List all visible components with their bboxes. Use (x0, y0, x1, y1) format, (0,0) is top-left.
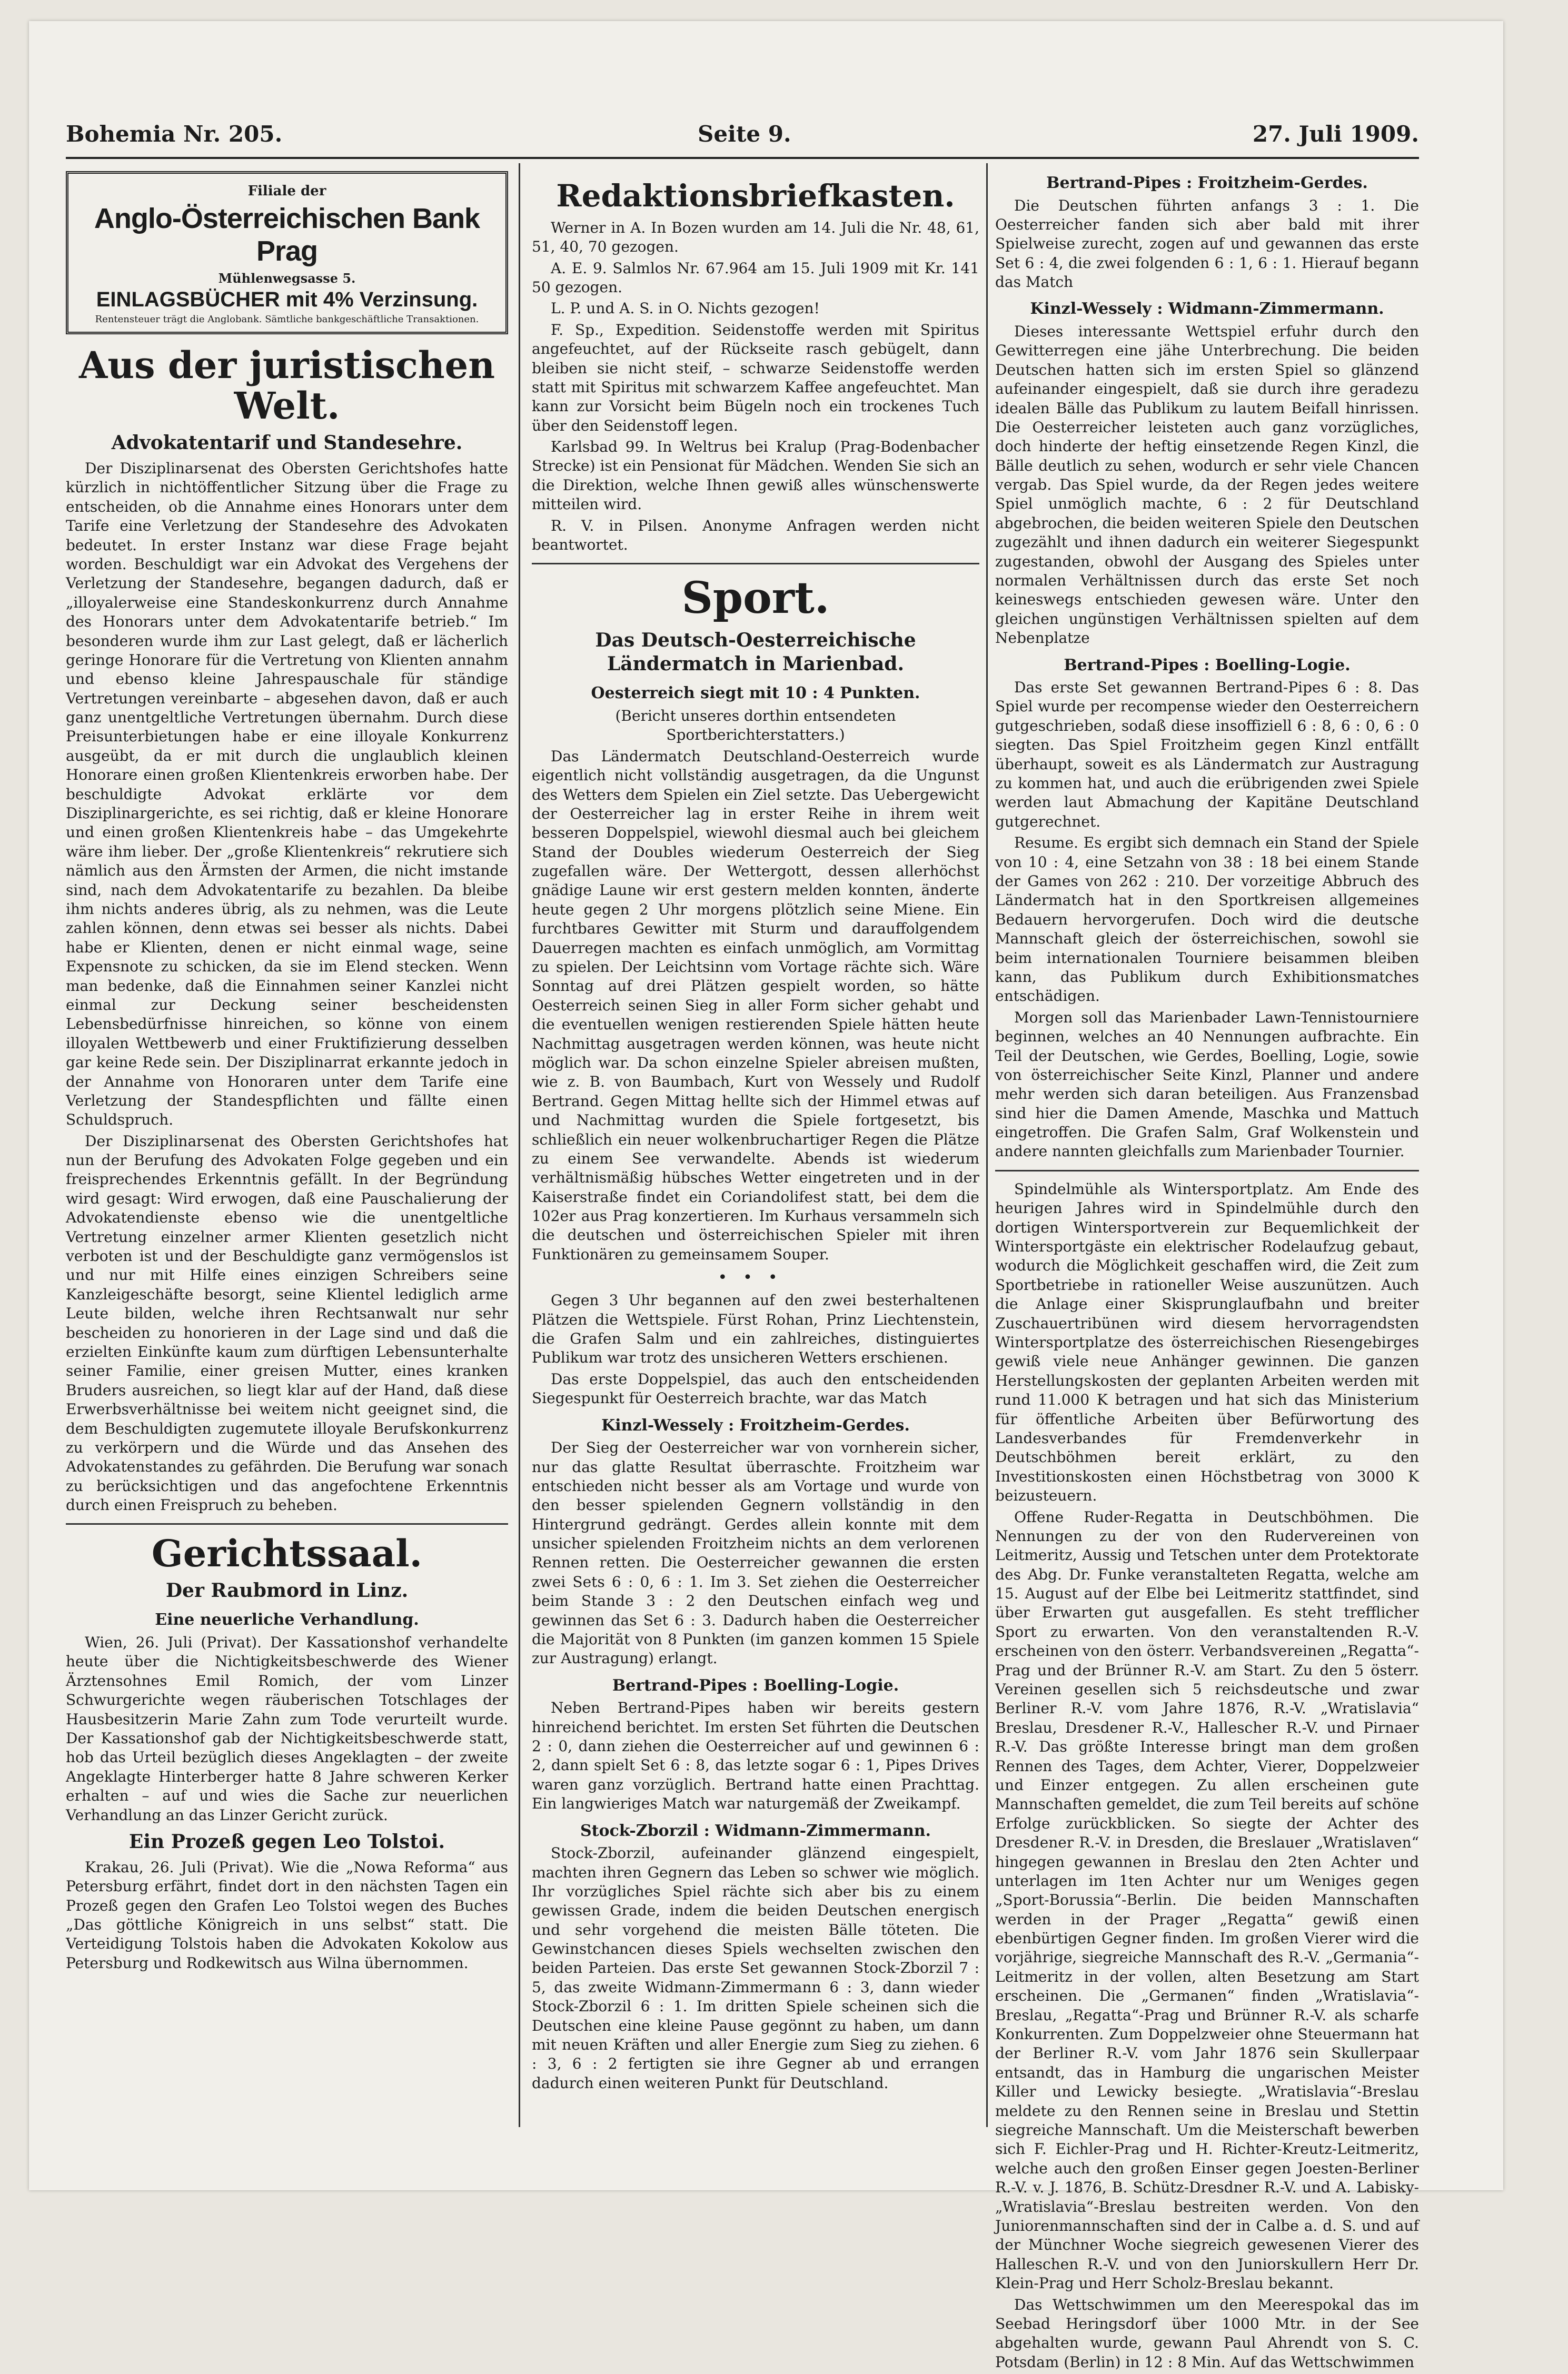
article-paragraph: Neben Bertrand-Pipes haben wir bereits gestern hinreichend berichtet. Im ersten Set führten die Deutschen 2 : 0, dann ziehen die Oesterreicher auf und gewinnen 6 : 2, dann spielt Set 6 : 8, das letzte sogar 6 : 1, Pipes Drives waren ganz vorzüglich. Bertrand hatte einen Prachttag. Ein langwieriges Match war naturgemäß der Zweikampf. (532, 1699, 979, 1813)
article-paragraph: Resume. Es ergibt sich demnach ein Stand der Spiele von 10 : 4, eine Setzahn von 38 : 18 bei einem Stande der Games von 262 : 210. Der vorzeitige Abbruch des Ländermatch hat in den Sportkreisen allgemeines Bedauern hervorgerufen. Doch wird die deutsche Mannschaft gleich der österreichischen, sowohl sie beim internationalen Tourniere beisammen bleiben kann, das Publikum durch Exhibitionsmatches entschädigen. (995, 834, 1419, 1005)
page-number: Seite 9. (698, 121, 791, 147)
divider (66, 1523, 508, 1525)
letter-entry: Werner in A. In Bozen wurden am 14. Juli die Nr. 48, 61, 51, 40, 70 gezogen. (532, 218, 979, 256)
sport-note: (Bericht unseres dorthin entsendeten Sportberichterstatters.) (615, 707, 896, 744)
issue-date: 27. Juli 1909. (1252, 121, 1419, 147)
letter-entry: L. P. und A. S. in O. Nichts gezogen! (551, 300, 820, 317)
article-paragraph: Wien, 26. Juli (Privat). Der Kassationshof verhandelte heute über die Nichtigkeitsbeschwerde des Wiener Ärztensohnes Emil Romich, der vom Linzer Schwurgerichte wegen räuberischen Totschlages der Hausbesitzerin Marie Zahn zum Tode verurteilt wurde. Der Kassationshof gab der Nichtigkeitsbeschwerde statt, hob das Urteil bezüglich dieses Angeklagten – der zweite Angeklagte Hinterberger hatte 8 Jahre schweren Kerker erhalten – auf und wies die Sache zur neuerlichen Verhandlung an das Linzer Gericht zurück. (66, 1633, 508, 1824)
article-paragraph: Morgen soll das Marienbader Lawn-Tennistourniere beginnen, welches an 40 Nennungen aufbrachte. Ein Teil der Deutschen, wie Gerdes, Boelling, Logie, sowie von österreichischer Seite Kinzl, Planner und andere mehr werden sich daran beteiligen. Aus Franzensbad sind hier die Damen Amende, Maschka und Mattuch eingetroffen. Die Grafen Salm, Graf Wolkenstein und andere nannten gleichfalls zum Marienbader Tournier. (995, 1008, 1419, 1160)
sport-subhead: Oesterreich siegt mit 10 : 4 Punkten. (591, 684, 920, 703)
article-paragraph: Krakau, 26. Juli (Privat). Wie die „Nowa Reforma“ aus Petersburg erfährt, findet dort in den nächsten Tagen ein Prozeß gegen den Grafen Leo Tolstoi wegen des Buches „Das göttliche Königreich in uns selbst“ statt. Die Verteidigung Tolstois haben die Advokaten Kokolow aus Petersburg und Rodkewitsch aus Wilna übernommen. (66, 1858, 508, 1972)
letter-entry: Karlsbad 99. In Weltrus bei Kralup (Prag-Bodenbacher Strecke) ist ein Pensionat für Mädchen. Wenden Sie sich an die Direktion, welche Ihnen gewiß alles wünschenswerte mitteilen wird. (532, 438, 979, 513)
ad-einlage: EINLAGSBÜCHER mit 4% Verzinsung. (96, 288, 478, 311)
article-paragraph: Der Disziplinarsenat des Obersten Gerichtshofes hatte kürzlich in nichtöffentlicher Sitzung über die Frage zu entscheiden, ob die Annahme eines Honorars unter dem Tarife eine Verletzung der Standesehre des Advokaten bedeutet. In erster Instanz war diese Frage bejaht worden. Beschuldigt war ein Advokat des Vergehens der Verletzung der Standesehre, begangen dadurch, daß er „illoyalerweise eine Standeskonkurrenz durch Annahme des Honorars unter dem Advokatentarife betrieb.“ Im besonderen wurde ihm zur Last gelegt, daß er lächerlich geringe Honorare für die Vertretung von Klienten annahm und ebenso kleine Jahrespauschale für ständige Vertretungen vereinbarte – abgesehen davon, daß er auch ganz unentgeltliche Vertretungen übernahm. Durch diese Preisunterbietungen habe er eine illoyale Konkurrenz ausgeübt, da er mit durch die unglaublich kleinen Honorare einen großen Klientenkreis erworben habe. Der beschuldigte Advokat erklärte vor dem Disziplinargerichte, es sei richtig, daß er kleine Honorare und einen großen Klientenkreis habe – das Umgekehrte wäre ihm lieber. Der „große Klientenkreis“ rekrutiere sich nämlich aus den Ärmsten der Armen, die nicht imstande sind, nach dem Advokatentarife zu bezahlen. Da bleibe ihm nichts anderes übrig, als zu nehmen, was die Leute zahlen können, denn etwas sei besser als nichts. Dabei habe er Klienten, denen er nicht einmal wage, seine Expensnote zu schicken, da sie im Elend stecken. Wenn man bedenke, daß die Einnahmen seiner Kanzlei nicht einmal zur Deckung seiner bescheidensten Lebensbedürfnisse hinreichen, so könne von einem illoyalen Wettbewerb und einer Fruktifizierung desselben gar keine Rede sein. Der Disziplinarrat erkannte jedoch in der Annahme von Honoraren unter dem Tarife eine Verletzung der Standespflichten und fällte einen Schuldspruch. (66, 460, 508, 1129)
article-paragraph: Das erste Doppelspiel, das auch den entscheidenden Siegespunkt für Oesterreich brachte, war das Match (532, 1370, 979, 1407)
match-title: Bertrand-Pipes : Boelling-Logie. (1064, 655, 1351, 674)
article-paragraph: Das erste Set gewannen Bertrand-Pipes 6 : 8. Das Spiel wurde per recompense wieder den Oesterreichern gutgeschrieben, sodaß diese insoffiziell 6 : 8, 6 : 0, 6 : 0 siegten. Das Spiel Froitzheim gegen Kinzl entfällt überhaupt, soweit es als Ländermatch zur Austragung zu kommen hat, und auch die erübrigenden zwei Spiele werden laut Abmachung der Kapitäne Deutschland gutgerechnet. (995, 679, 1419, 830)
match-title: Bertrand-Pipes : Froitzheim-Gerdes. (1046, 174, 1368, 192)
ad-address: Mühlenwegsasse 5. (218, 271, 356, 286)
separator: ••• (718, 1268, 793, 1287)
match-title: Kinzl-Wessely : Froitzheim-Gerdes. (601, 1416, 910, 1435)
match-title: Kinzl-Wessely : Widmann-Zimmermann. (1030, 300, 1384, 319)
column-3 (995, 171, 1419, 2374)
article-paragraph: Spindelmühle als Wintersportplatz. Am Ende des heurigen Jahres wird in Spindelmühle durch den dortigen Wintersportverein zur Bequemlichkeit der Wintersportgäste ein elektrischer Rodelaufzug gebaut, wodurch die Möglichkeit geschaffen wird, die Zeit zum Sportbetriebe in rationeller Weise auszunützen. Auch die Anlage einer Skisprunglaufbahn und breiter Zuschauertribünen wird diesem hervorragendsten Wintersportplatze des österreichischen Riesengebirges gewiß viele neue Anhänger gewinnen. Die ganzen Herstellungskosten der geplanten Arbeiten werden mit rund 11.000 K betragen und hat sich das Ministerium für öffentliche Arbeiten über Befürwortung des Landesverbandes für Fremdenverkehr in Deutschböhmen bereit erklärt, zu den Investitionskosten einen Höchstbetrag von 3000 K beizusteuern. (995, 1180, 1419, 1505)
ad-line1: Filiale der (247, 183, 326, 199)
article-title: Ein Prozeß gegen Leo Tolstoi. (128, 1830, 445, 1853)
article-title: Der Raubmord in Linz. (165, 1580, 409, 1602)
letter-entry: F. Sp., Expedition. Seidenstoffe werden mit Spiritus angefeuchtet, auf der Rückseite rasch gebügelt, dann bleiben sie nicht steif, – schwarze Seidenstoffe werden statt mit Spiritus mit schwarzem Kaffee angefeuchtet. Man kann zur Vorsicht beim Bügeln noch ein trockenes Tuch über den Seidenstoff legen. (532, 321, 979, 434)
column-divider (986, 163, 988, 2127)
letter-entry: R. V. in Pilsen. Anonyme Anfragen werden nicht beantwortet. (532, 516, 979, 554)
divider (995, 1170, 1419, 1171)
newspaper-page (29, 21, 1503, 2371)
column-1 (66, 171, 508, 1975)
article-paragraph: Das Wettschwimmen um den Meerespokal das im Seebad Heringsdorf über 1000 Mtr. in der See abgehalten wurde, gewann Paul Ahrendt von S. C. Potsdam (Berlin) in 12 : 8 Min. Auf das Wettschwimmen (995, 2296, 1419, 2371)
article-paragraph: Offene Ruder-Regatta in Deutschböhmen. Die Nennungen zu der von den Rudervereinen von Leitmeritz, Aussig und Tetschen unter dem Protektorate des Abg. Dr. Funke veranstalteten Regatta, welche am 15. August auf der Elbe bei Leitmeritz stattfindet, sind über Erwarten gut ausgefallen. Es steht trefflicher Sport zu erwarten. Von den veranstaltenden R.-V. erscheinen von den österr. Verbandsvereinen „Regatta“-Prag und der Brünner R.-V. am Start. Zu den 5 österr. Vereinen gesellen sich 5 reichsdeutsche und zwar Berliner R.-V. vom Jahre 1876, R.-V. „Wratislavia“ Breslau, Dresdener R.-V., Hallescher R.-V. und Pirnaer R.-V. Das größte Interesse bringt man dem großen Rennen des Tages, dem Achter, Vierer, Doppelzweier und Einzer entgegen. Zu allen erscheinen gute Mannschaften gemeldet, die zum Teil bereits auf schöne Erfolge zurückblicken. So siegte der Achter des Dresdener R.-V. in Dresden, die Breslauer „Wratislaven“ hingegen gewannen in Breslau den 2ten Achter und unterlagen im 1ten Achter nur um Weniges gegen „Sport-Borussia“-Berlin. Die beiden Mannschaften werden in der Prager „Regatta“ gewiß einen ebenbürtigen Gegner finden. Im großen Vierer wird die vorjährige, siegreiche Mannschaft des R.-V. „Germania“-Leitmeritz in der vollen, alten Besetzung am Start erscheinen. Die „Germanen“ finden „Wratislavia“-Breslau, „Regatta“-Prag und Brünner R.-V. als scharfe Konkurrenten. Zum Doppelzweier ohne Steuermann hat der Berliner R.-V. vom Jahr 1876 sein Skullerpaar entsandt, das in Hamburg die ungarischen Meister Killer und Lewicky besiegte. „Wratislavia“-Breslau meldete zu den Rennen seine in Breslau und Stettin siegreiche Mannschaft. Um die Meisterschaft bewerben sich F. Eichler-Prag und H. Richter-Kreutz-Leitmeritz, welche auch den großen Einser gegen Joesten-Berliner R.-V. v. J. 1876, B. Schütz-Dresdner R.-V. und A. Labisky-„Wratislavia“-Breslau bestreiten werden. Von den Juniorenmannschaften sind der in Calbe a. d. S. und auf der Münchner Woche siegreich gewesenen Vierer des Halleschen R.-V. und von den Juniorskullern Herr Dr. Klein-Prag und Herr Scholz-Breslau bekannt. (995, 1508, 1419, 2292)
sport-title: Sport. (681, 573, 830, 624)
match-title: Bertrand-Pipes : Boelling-Logie. (612, 1676, 899, 1695)
article-paragraph: Stock-Zborzil, aufeinander glänzend eingespielt, machten ihren Gegnern das Leben so schwer wie möglich. Ihr vorzügliches Spiel rächte sich aber bis zu einem gewissen Grade, indem die beiden Deutschen energisch und sehr vorgehend die meisten Bälle töteten. Die Gewinstchancen dieses Spiels wechselten zwischen den beiden Parteien. Das erste Set gewannen Stock-Zborzil 7 : 5, das zweite Widmann-Zimmermann 6 : 3, dann wieder Stock-Zborzil 6 : 1. Im dritten Spiele scheinen sich die Deutschen eine kleine Pause gegönnt zu haben, um dann mit neuen Kräften und aller Energie zum Sieg zu ziehen. 6 : 3, 6 : 2 fertigten sie ihre Gegner ab und errangen dadurch einen weiteren Punkt für Deutschland. (532, 1844, 979, 2092)
issue-number: Bohemia Nr. 205. (66, 121, 283, 147)
article-paragraph: Gegen 3 Uhr begannen auf den zwei besterhaltenen Plätzen die Wettspiele. Fürst Rohan, Prinz Liechtenstein, die Grafen Salm und ein zahlreiches, distinguiertes Publikum war trotz des unsicheren Wetters erschienen. (532, 1292, 979, 1367)
masthead-rule (66, 157, 1419, 159)
article-paragraph: Die Deutschen führten anfangs 3 : 1. Die Oesterreicher fanden sich aber bald mit ihrer Spielweise zurecht, zogen auf und gewannen das erste Set 6 : 4, die zwei folgenden 6 : 1, 6 : 1. Hierauf begann das Match (995, 196, 1419, 291)
sport-headline: Das Deutsch-Oesterreichische Ländermatch in Marienbad. (595, 629, 916, 676)
bank-advertisement (66, 171, 508, 334)
article-paragraph: Das Ländermatch Deutschland-Oesterreich wurde eigentlich nicht vollständig ausgetragen, da die Ungunst des Wetters dem Spielen ein Ziel setzte. Das Uebergewicht der Oesterreicher lag in erster Reihe in ihrem weit besseren Doppelspiel, wiewohl diesmal auch bei gleichem Stand der Doubles wiederum Oesterreich der Sieg zugefallen wäre. Der Wettergott, dessen allerhöchst gnädige Laune wir erst gestern melden konnten, änderte heute gegen 2 Uhr morgens plötzlich seine Miene. Ein furchtbares Gewitter mit Sturm und darauffolgendem Dauerregen machten es einfach unmöglich, am Vormittag zu spielen. Der Leichtsinn vom Vortage rächte sich. Wäre Sonntag auf drei Plätzen gespielt worden, so hätte Oesterreich seinen Sieg in aller Form sicher gehabt und die eventuellen wenigen restierenden Spiele hätten heute Nachmittag ausgetragen werden können, was heute nicht möglich war. Da schon einzelne Spieler abreisen mußten, wie z. B. von Baumbach, Kurt von Wessely und Rudolf Bertrand. Gegen Mittag hellte sich der Himmel etwas auf und Nachmittag wurden die Spiele fortgesetzt, bis schließlich ein neuer wolkenbruchartiger Regen die Plätze zu einem See verwandelte. Abends ist wiederum verhältnismäßig hübsches Wetter eingetreten und in der Kaiserstraße findet ein Coriandolifest statt, bei dem die 102er aus Prag konzertieren. Im Kurhaus versammeln sich die deutschen und österreichischen Spieler mit ihren Funktionären zu gemeinsamem Souper. (532, 747, 979, 1263)
masthead (66, 105, 1419, 153)
column-divider (519, 163, 520, 2127)
article-paragraph: Der Sieg der Oesterreicher war von vornherein sicher, nur das glatte Resultat überraschte. Froitzheim war entschieden nicht besser als am Vortage und wurde von den besser spielenden Gegnern vollständig in den Hintergrund gedrängt. Gerdes allein konnte mit dem unsicher spielenden Froitzheim nichts an dem verlorenen Rennen retten. Die Oesterreicher gewannen die ersten zwei Sets 6 : 0, 6 : 1. Im 3. Set ziehen die Oesterreicher beim Stande 3 : 2 den Deutschen einfach weg und gewinnen das Set 6 : 3. Dadurch haben die Oesterreicher die Majorität von 8 Punkten (im ganzen kommen 15 Spiele zur Austragung) erlangt. (532, 1439, 979, 1667)
section-title: Redaktionsbriefkasten. (556, 178, 955, 214)
article-paragraph: Dieses interessante Wettspiel erfuhr durch den Gewitterregen eine jähe Unterbrechung. Die beiden Deutschen hatten sich im ersten Spiel so glänzend aufeinander eingespielt, daß sie durch ihre geradezu idealen Bälle das Publikum zu lautem Beifall hinrissen. Die Oesterreicher leisteten auch ganz vorzügliches, doch hinderte der heftig einsetzende Regen Kinzl, die Bälle deutlich zu sehen, wodurch er sehr viele Chancen vergab. Das Spiel wurde, da der Regen jedes weitere Spiel unmöglich machte, 6 : 2 für Deutschland abgebrochen, die beiden weiteren Spiele den Deutschen zugezählt und ihnen dadurch ein weiterer Siegespunkt zugestanden, obwohl der Ausgang des Spieles unter normalen Verhältnissen durch das erste Set noch keineswegs entschieden gewesen wäre. Unter den gleichen ungünstigen Verhältnissen spielten auf dem Nebenplatze (995, 322, 1419, 647)
article-title: Advokatentarif und Standesehre. (111, 432, 463, 454)
article-subtitle: Eine neuerliche Verhandlung. (155, 1611, 419, 1630)
section-title: Gerichtssaal. (151, 1532, 423, 1576)
letter-entry: A. E. 9. Salmlos Nr. 67.964 am 15. Juli 1909 mit Kr. 141 50 gezogen. (532, 259, 979, 296)
ad-bank-name: Anglo-Österreichischen Bank Prag (94, 203, 480, 267)
ad-fine-print: Rentensteuer trägt die Anglobank. Sämtliche bankgeschäftliche Transaktionen. (95, 314, 479, 325)
article-paragraph: Der Disziplinarsenat des Obersten Gerichtshofes hat nun der Berufung des Advokaten Folge gegeben und ein freisprechendes Erkenntnis gefällt. In der Begründung wird gesagt: Wird erwogen, daß eine Pauschalierung der Advokatendienste ebenso wie die unentgeltliche Vertretung einzelner armer Klienten gesetzlich nicht verboten ist und der Beschuldigte ganz vermögenslos ist und nur mit Hilfe eines einzigen Schreibers seine Kanzleigeschäfte besorgt, seine Klientel lediglich arme Leute bilden, welche ihren Rechtsanwalt nur sehr bescheiden zu honorieren in der Lage sind und daß die erzielten Einkünfte kaum zum dürftigen Lebensunterhalte seiner Familie, einer greisen Mutter, eines kranken Bruders ausreichen, so liegt klar auf der Hand, daß diese Erwerbsverhältnisse bei weitem nicht geeignet sind, die dem Beschuldigten zugemutete illoyale Berufskonkurrenz zu verkörpern und die Würde und das Ansehen des Advokatenstandes zu gefährden. Die Berufung war sonach zu berücksichtigen und das angefochtene Erkenntnis durch einen Freispruch zu beheben. (66, 1132, 508, 1514)
match-title: Stock-Zborzil : Widmann-Zimmermann. (580, 1821, 931, 1840)
section-title: Aus der juristischen Welt. (78, 343, 495, 428)
divider (532, 563, 979, 564)
column-2 (532, 171, 979, 2095)
